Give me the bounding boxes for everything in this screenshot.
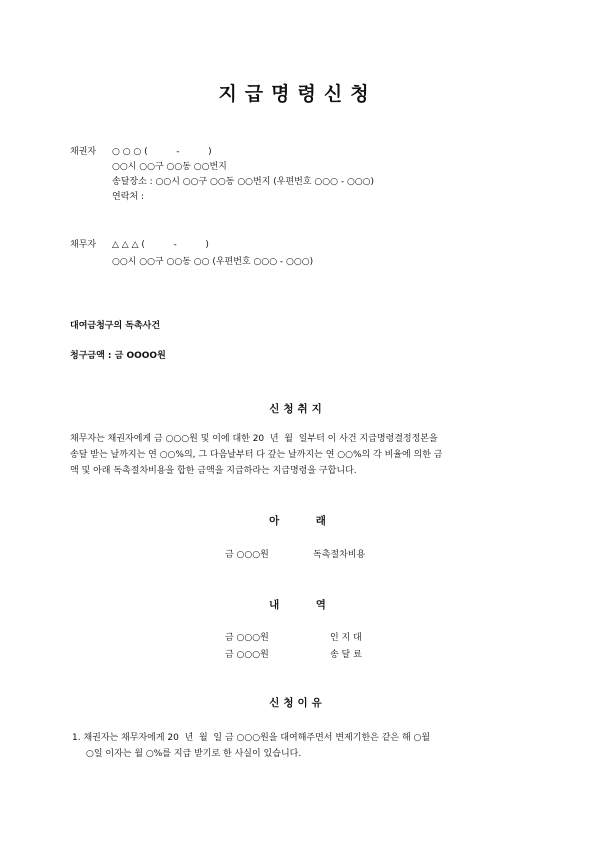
case-name: 대여금청구의 독촉사건: [70, 321, 161, 331]
debtor-label: 채무자: [70, 240, 97, 250]
debtor-name: △ △ △ ( - ): [112, 240, 209, 250]
breakdown-item-label: 송 달 료: [330, 650, 362, 660]
reason-heading: 신청이유: [269, 697, 326, 709]
purpose-line-2: 송달 받는 날까지는 연 ○○%의, 그 다음날부터 다 갚는 날까지는 연 ○○%의 각 비율에 의한 금: [70, 450, 443, 460]
creditor-label: 채권자: [70, 147, 97, 157]
creditor-name: ○ ○ ○ ( - ): [112, 147, 212, 157]
breakdown-item-label: 인 지 대: [330, 633, 362, 643]
below-label: 독촉절차비용: [313, 550, 366, 560]
purpose-heading: 신청취지: [269, 403, 326, 415]
creditor-delivery-address: 송달장소 : ○○시 ○○구 ○○동 ○○번지 (우편번호 ○○○ - ○○○): [112, 177, 375, 187]
purpose-line-3: 액 및 아래 독촉절차비용을 합한 금액을 지급하라는 지급명령을 구합니다.: [70, 466, 357, 476]
breakdown-item-amount: 금 ○○○원: [225, 650, 269, 660]
purpose-line-1: 채무자는 채권자에게 금 ○○○원 및 이에 대한 20 년 월 일부터 이 사건 지급명령결정정본을: [70, 434, 438, 444]
reason-line-1: 1. 채권자는 채무자에게 20 년 월 일 금 ○○○원을 대여해주면서 변제기한은 같은 해 ○월: [72, 733, 431, 743]
creditor-contact: 연락처 :: [112, 192, 144, 202]
claim-amount: 청구금액 : 금 OOOO원: [70, 351, 166, 361]
below-heading: 아 래: [269, 515, 326, 527]
breakdown-heading: 내 역: [269, 599, 326, 611]
document-title: 지급명령신청: [218, 83, 377, 105]
creditor-address: ○○시 ○○구 ○○동 ○○번지: [112, 162, 227, 172]
debtor-address: ○○시 ○○구 ○○동 ○○ (우편번호 ○○○ - ○○○): [112, 257, 314, 267]
reason-line-2: ○일 이자는 월 ○%를 지급 받기로 한 사실이 있습니다.: [86, 749, 302, 759]
breakdown-item-amount: 금 ○○○원: [225, 633, 269, 643]
below-amount: 금 ○○○원: [225, 550, 269, 560]
